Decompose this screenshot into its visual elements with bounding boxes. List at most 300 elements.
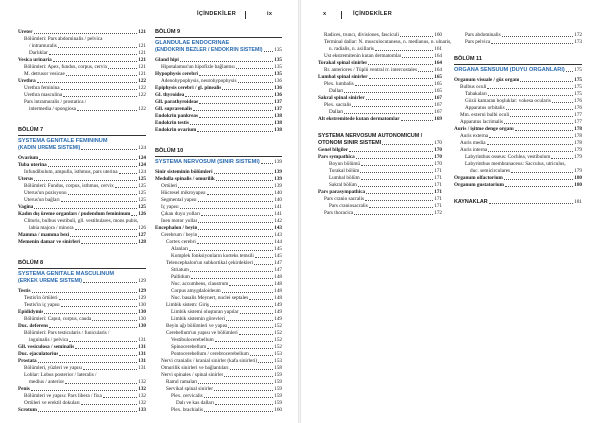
toc-entry-text: Limbik sistem: Giriş (166, 302, 209, 308)
toc-page-number: 132 (138, 393, 146, 399)
toc-leader-dots (37, 82, 137, 83)
toc-entry-text: Urethra (18, 78, 36, 84)
toc-entry (18, 50, 146, 57)
toc-page-number: 130 (138, 323, 146, 329)
toc-entry-text: Hipotalamus'un hipofizle bağlantısı (161, 64, 235, 70)
toc-page-number: 180 (574, 175, 582, 181)
toc-page-number: 177 (574, 112, 582, 118)
toc-leader-dots (53, 61, 138, 62)
toc-entry-text: Corpus amygdaloideum (171, 288, 221, 294)
toc-entry (155, 239, 282, 246)
toc-page-number: 136 (274, 78, 282, 84)
toc-entry (155, 99, 282, 106)
toc-page-number: 139 (274, 169, 282, 175)
toc-leader-dots (352, 106, 433, 107)
toc-entry (155, 379, 282, 386)
toc-entry-text: Pontocerebellum / cerebrocerebellum (171, 351, 249, 357)
toc-leader-dots (190, 271, 273, 272)
toc-entry-text: Cortex cerebri (166, 239, 196, 245)
toc-entry-text: Bölümleri: Caput, corpus, cauda (24, 316, 92, 322)
toc-entry-text: Ramıl ramaları (166, 379, 198, 385)
toc-entry (318, 147, 442, 154)
section-title: SYSTEMA NERVOSUM AUTONOMICUM / (318, 133, 423, 139)
toc-entry-text: Kadın dış üreme organları / pudendum femininum (18, 211, 131, 217)
toc-entry-line (24, 337, 146, 344)
toc-entry-text: Auris externa (460, 133, 489, 139)
toc-leader-dots (119, 173, 138, 174)
toc-entry-text: Dalı ve kas dalları (176, 400, 214, 406)
toc-leader-dots (249, 299, 273, 300)
toc-entry-text: Prostata (18, 358, 37, 364)
toc-page-number: 145 (274, 246, 282, 252)
toc-page-number: 164 (434, 60, 442, 66)
toc-entry (155, 85, 282, 92)
toc-entry (18, 344, 146, 351)
toc-leader-dots (230, 369, 274, 370)
toc-leader-dots (502, 36, 574, 37)
toc-leader-dots (488, 95, 573, 96)
toc-leader-dots (49, 54, 137, 55)
toc-page-number: 138 (274, 120, 282, 126)
toc-entry (18, 183, 146, 190)
toc-page-number: 171 (434, 182, 442, 188)
toc-page-number: 172 (574, 32, 582, 38)
toc-entry-text: Epiphysis cerebri / gl. pinealis (155, 85, 222, 91)
toc-page-number: 169 (434, 116, 442, 122)
toc-entry-text: Apparatus orbitalis (465, 105, 505, 111)
toc-entry-text: Segmental yapısı (161, 197, 197, 203)
toc-entry (18, 204, 146, 211)
toc-entry (155, 211, 282, 218)
toc-page-number: 178 (574, 140, 582, 146)
toc-entry (155, 288, 282, 295)
chapter-title-line (454, 67, 582, 74)
toc-entry-text: Labyrinthus membranaceus: Sacculus, utriculus, (465, 161, 566, 167)
toc-leader-dots (258, 362, 273, 363)
toc-leader-dots (92, 320, 137, 321)
toc-page-number: 121 (138, 29, 146, 35)
toc-entry-text: Pars sympathica (318, 154, 355, 160)
toc-entry (18, 372, 146, 386)
section-title-line (318, 140, 442, 147)
toc-entry (18, 323, 146, 330)
toc-page-number: 152 (274, 330, 282, 336)
toc-entry (18, 330, 146, 344)
toc-entry (155, 302, 282, 309)
toc-page-number: 122 (138, 78, 146, 84)
toc-leader-dots (198, 383, 273, 384)
toc-entry (454, 119, 582, 126)
toc-entry (18, 57, 146, 64)
toc-page-number: 140 (274, 190, 282, 196)
toc-page-number: 160 (274, 407, 282, 413)
toc-entry (318, 203, 442, 210)
toc-page-number: 138 (274, 113, 282, 119)
toc-leader-dots (77, 110, 137, 111)
toc-page-number: 129 (138, 295, 146, 301)
toc-entry-text: Organum olfactorium (454, 175, 503, 181)
toc-entry (318, 109, 442, 116)
toc-leader-dots (365, 200, 433, 201)
toc-page-number: 139 (274, 159, 282, 165)
toc-entry-text: Infundibulum, ampulla, isthmus, pars uterina (24, 169, 118, 175)
toc-entry (318, 154, 442, 161)
toc-page-number: 135 (274, 47, 282, 53)
chapter-label: BÖLÜM 9 (155, 29, 181, 35)
toc-entry-text: Plex. sacralis (324, 102, 352, 108)
toc-entry (155, 57, 282, 64)
toc-page-number: 180 (574, 182, 582, 188)
toc-leader-dots (228, 327, 273, 328)
toc-entry (18, 197, 146, 204)
toc-entry-text: Memenin damar ve sinirleri (18, 239, 80, 245)
toc-leader-dots (75, 229, 138, 230)
toc-leader-dots (344, 92, 433, 93)
toc-leader-dots (510, 116, 573, 117)
toc-page-number: 178 (574, 126, 582, 132)
toc-entry-text: Organum gustatorium (454, 182, 505, 188)
toc-entry-text: Alanları (171, 246, 188, 252)
toc-leader-dots (511, 172, 573, 173)
toc-page-number: 132 (138, 386, 146, 392)
toc-entry-text: Pars craniosacralis (329, 203, 368, 209)
toc-entry (18, 358, 146, 365)
toc-page-number: 173 (574, 39, 582, 45)
toc-page-number: 130 (138, 316, 146, 322)
toc-entry (155, 169, 282, 176)
toc-leader-dots (34, 180, 137, 181)
toc-entry (318, 168, 442, 175)
toc-entry (18, 169, 146, 176)
toc-entry-text: Lumbal spinal sinirler (318, 74, 368, 80)
toc-leader-dots (83, 369, 137, 370)
toc-page-number: 122 (138, 85, 146, 91)
toc-entry (18, 155, 146, 162)
toc-page-number: 148 (274, 274, 282, 280)
chapter-subtitle: (ERKEK ÜREME SİSTEMİ) (18, 278, 82, 284)
toc-entry (155, 323, 282, 330)
toc-entry-text: Pars thoracica (324, 210, 354, 216)
toc-page-number: 149 (274, 309, 282, 315)
toc-entry-text: Scrotum (18, 407, 37, 413)
toc-leader-dots (515, 130, 574, 131)
toc-entry (155, 274, 282, 281)
toc-entry-text: Sakral bölüm (329, 182, 357, 188)
toc-entry-text: Sinir sisteminin bölümleri (155, 169, 213, 175)
toc-page-number: 144 (274, 239, 282, 245)
toc-page-number: 129 (138, 278, 146, 284)
toc-leader-dots (59, 355, 137, 356)
toc-leader-dots (214, 173, 274, 174)
toc-leader-dots (61, 201, 138, 202)
toc-entry-text: Plex. brachialis (171, 407, 203, 413)
toc-page-number: 152 (274, 337, 282, 343)
toc-leader-dots (189, 250, 273, 251)
toc-page-number: 179 (574, 168, 582, 174)
toc-entry (155, 372, 282, 379)
chapter-rule (18, 268, 146, 269)
toc-page-number: 159 (274, 393, 282, 399)
toc-entry-text: Auris media (460, 140, 486, 146)
toc-leader-dots (261, 163, 273, 164)
toc-page-number: 171 (434, 175, 442, 181)
toc-entry-text: Mamma / mamma bezi (18, 232, 70, 238)
toc-page-number: 149 (274, 302, 282, 308)
toc-entry-text: Dalları (329, 88, 344, 94)
toc-leader-dots (224, 376, 273, 377)
toc-entry (454, 161, 582, 175)
toc-leader-dots (366, 99, 434, 100)
toc-entry (318, 81, 442, 88)
toc-leader-dots (38, 362, 138, 363)
toc-entry (155, 316, 282, 323)
toc-page-number: 143 (274, 225, 282, 231)
toc-leader-dots (180, 61, 273, 62)
toc-entry (155, 365, 282, 372)
toc-entry-text: Nuc. basalis Meynert, nuclei septales (171, 295, 249, 301)
toc-entry (18, 85, 146, 92)
chapter-heading (155, 148, 282, 166)
toc-entry (18, 365, 146, 372)
toc-entry-text: Pars abdominalis (465, 32, 501, 38)
toc-entry (318, 182, 442, 189)
toc-page-number: 125 (138, 197, 146, 203)
toc-page-number: 124 (138, 162, 146, 168)
toc-entry (155, 218, 282, 225)
header-divider (341, 11, 342, 19)
toc-entry-text: Boyun bölümü (329, 161, 360, 167)
toc-entry (454, 77, 582, 84)
toc-entry-text: Gl. thyroidea (155, 92, 185, 98)
toc-leader-dots (354, 214, 433, 215)
toc-entry (18, 64, 146, 71)
toc-entry-text: Urethra masculina (24, 92, 63, 98)
toc-page-number: 159 (274, 386, 282, 392)
toc-entry (155, 400, 282, 407)
toc-entry (454, 112, 582, 119)
toc-leader-dots (566, 71, 573, 72)
references-entry (454, 199, 582, 206)
book-spine (298, 0, 301, 423)
toc-leader-dots (201, 215, 273, 216)
toc-entry-text: Gözü kamaran boşluklar: vokesa ocularis (465, 98, 551, 104)
toc-page-number: 136 (274, 92, 282, 98)
toc-page-number: 142 (274, 218, 282, 224)
toc-entry-text: Cerebellum'un yapısı ve bölümleri (166, 330, 238, 336)
toc-leader-dots (66, 75, 137, 76)
toc-page-number: 171 (434, 203, 442, 209)
toc-leader-dots (63, 96, 137, 97)
toc-page-number: 164 (434, 53, 442, 59)
toc-page-number: 167 (434, 109, 442, 115)
toc-page-number: 175 (574, 84, 582, 90)
toc-entry (18, 400, 146, 407)
toc-entry-text: Labyrinthus osseus: Cochlea, vestibulum (465, 154, 551, 160)
toc-entry-text: Rr. anteriores / Tüplü ventral rr. intercostales (324, 67, 417, 73)
chapter-heading (155, 29, 282, 54)
chapter-subtitle-line (18, 145, 146, 152)
toc-page-number: 143 (274, 232, 282, 238)
right-page-number: x (323, 11, 327, 17)
toc-entry (18, 295, 146, 302)
chapter-title: SYSTEMA GENITALE MASCULINUM (18, 271, 115, 277)
toc-page-number: 176 (574, 98, 582, 104)
toc-page-number: 159 (274, 400, 282, 406)
toc-page-number: 177 (574, 119, 582, 125)
toc-entry-text: Plex. lumbalis (324, 81, 354, 87)
toc-entry (454, 84, 582, 91)
toc-entry-text: Cerebrum / beyin (161, 232, 198, 238)
toc-leader-dots (222, 292, 274, 293)
toc-entry-line (24, 43, 146, 50)
chapter-rule (155, 37, 282, 38)
toc-entry (18, 162, 146, 169)
toc-entry (318, 102, 442, 109)
toc-entry (18, 92, 146, 99)
toc-leader-dots (487, 144, 574, 145)
toc-entry-text: Nuc. accumbens, claustrum (171, 281, 229, 287)
toc-leader-dots (344, 113, 433, 114)
toc-page-number: 175 (574, 91, 582, 97)
toc-page-number: 121 (138, 43, 146, 49)
toc-entry-text: Darlıklar (29, 50, 48, 56)
toc-page-number: 170 (434, 140, 442, 146)
toc-entry (155, 344, 282, 351)
chapter-subtitle: (ENDOKRİN BEZLER / ENDOKRİN SİSTEMİ) (155, 47, 263, 53)
toc-leader-dots (356, 158, 433, 159)
toc-entry-text: Bölümleri ve yapısı: Pars libera / fixa (24, 393, 102, 399)
toc-entry-text: Gll. suprarenalis (155, 106, 193, 112)
toc-entry (18, 99, 146, 113)
toc-leader-dots (369, 78, 434, 79)
toc-entry (318, 210, 442, 217)
toc-leader-dots (81, 149, 137, 150)
toc-leader-dots (400, 36, 433, 37)
toc-leader-dots (254, 264, 273, 265)
toc-leader-dots (108, 68, 137, 69)
toc-leader-dots (59, 299, 138, 300)
toc-entry (18, 239, 146, 246)
toc-entry-text: Ureter (18, 29, 33, 35)
toc-entry (318, 39, 452, 53)
toc-entry-line (24, 225, 146, 232)
toc-leader-dots (39, 159, 137, 160)
toc-entry (155, 358, 282, 365)
toc-leader-dots (34, 33, 138, 34)
toc-leader-dots (193, 110, 273, 111)
toc-leader-dots (489, 203, 574, 204)
toc-page-number: 124 (138, 145, 146, 151)
toc-entry-text: Terminal dallar: N. musculocutaneus, n. medianus, n. ulnaris, (324, 39, 452, 45)
toc-page-number: 159 (274, 379, 282, 385)
toc-page-number: 137 (274, 106, 282, 112)
toc-entry-text: Loblar: Lobus posterior / lateralis / (24, 372, 97, 378)
toc-entry (18, 176, 146, 183)
toc-entry (454, 91, 582, 98)
toc-page-number: 135 (274, 57, 282, 63)
toc-page-number: 133 (138, 407, 146, 413)
toc-entry-text: Bulbus oculi (460, 84, 487, 90)
toc-entry (155, 393, 282, 400)
toc-leader-dots (382, 144, 433, 145)
toc-entry-text: Uterus'un bağları (24, 197, 60, 203)
toc-entry-line (24, 106, 146, 113)
toc-leader-dots (131, 215, 137, 216)
toc-entry-text: Striatum (171, 267, 189, 273)
toc-leader-dots (349, 151, 433, 152)
toc-entry (155, 295, 282, 302)
toc-leader-dots (61, 306, 137, 307)
toc-entry-text: İnen motor yollar (161, 218, 198, 224)
toc-entry-text: Dalları (329, 109, 344, 115)
toc-page-number: 181 (574, 199, 582, 205)
chapter-subtitle-line (155, 47, 282, 54)
toc-entry-text: Endokrin ovarium (155, 127, 197, 133)
toc-entry-line (324, 46, 442, 53)
toc-leader-dots (239, 334, 274, 335)
toc-entry (18, 393, 146, 400)
toc-leader-dots (488, 151, 573, 152)
toc-page-number: 152 (274, 344, 282, 350)
toc-entry-text: Telencephalon'un subkortikal çekirdekleri (166, 260, 253, 266)
toc-entry-text: n. radialis, n. axillaris (329, 46, 374, 52)
toc-entry (18, 218, 146, 232)
toc-entry-text: Örtüleri (161, 183, 178, 189)
toc-entry (18, 211, 146, 218)
toc-entry (318, 67, 442, 74)
toc-entry-text: Gll. vesiculosa / seminalis (18, 344, 75, 350)
toc-entry-text: medius / anterior (29, 379, 65, 385)
toc-page-number: 145 (274, 253, 282, 259)
toc-entry (155, 246, 282, 253)
toc-entry (318, 60, 442, 67)
left-page-number: ix (267, 11, 273, 17)
toc-entry-text: inguinalis / pelvica (29, 337, 69, 343)
toc-entry-text: Testis (18, 288, 31, 294)
toc-leader-dots (418, 71, 433, 72)
toc-page-number: 140 (274, 197, 282, 203)
toc-leader-dots (358, 186, 433, 187)
toc-leader-dots (31, 390, 137, 391)
toc-leader-dots (70, 236, 137, 237)
toc-page-number: 170 (434, 161, 442, 167)
toc-entry (454, 133, 582, 140)
toc-leader-dots (369, 207, 433, 208)
toc-entry (155, 232, 282, 239)
toc-leader-dots (361, 179, 434, 180)
toc-entry (18, 190, 146, 197)
toc-entry (155, 260, 282, 267)
toc-entry-text: Pars cranio sacralis (324, 196, 365, 202)
toc-entry (155, 309, 282, 316)
toc-leader-dots (83, 282, 137, 283)
toc-entry (454, 98, 582, 105)
toc-page-number: 128 (138, 239, 146, 245)
toc-page-number: 125 (138, 176, 146, 182)
toc-leader-dots (115, 187, 137, 188)
chapter-title: SYSTEMA GENITALE FEMININUM (18, 138, 108, 144)
toc-entry-text: Pallidum (171, 274, 190, 280)
toc-entry-text: Penis (18, 386, 30, 392)
toc-entry-text: Ömurilik sinirleri ve bağlantıları (161, 365, 229, 371)
toc-page-number: 148 (274, 295, 282, 301)
toc-leader-dots (240, 313, 274, 314)
toc-entry (18, 386, 146, 393)
toc-entry-text: Endokrin pankreas (155, 113, 199, 119)
toc-page-number: 121 (138, 64, 146, 70)
toc-leader-dots (58, 47, 137, 48)
toc-page-number: 148 (274, 288, 282, 294)
